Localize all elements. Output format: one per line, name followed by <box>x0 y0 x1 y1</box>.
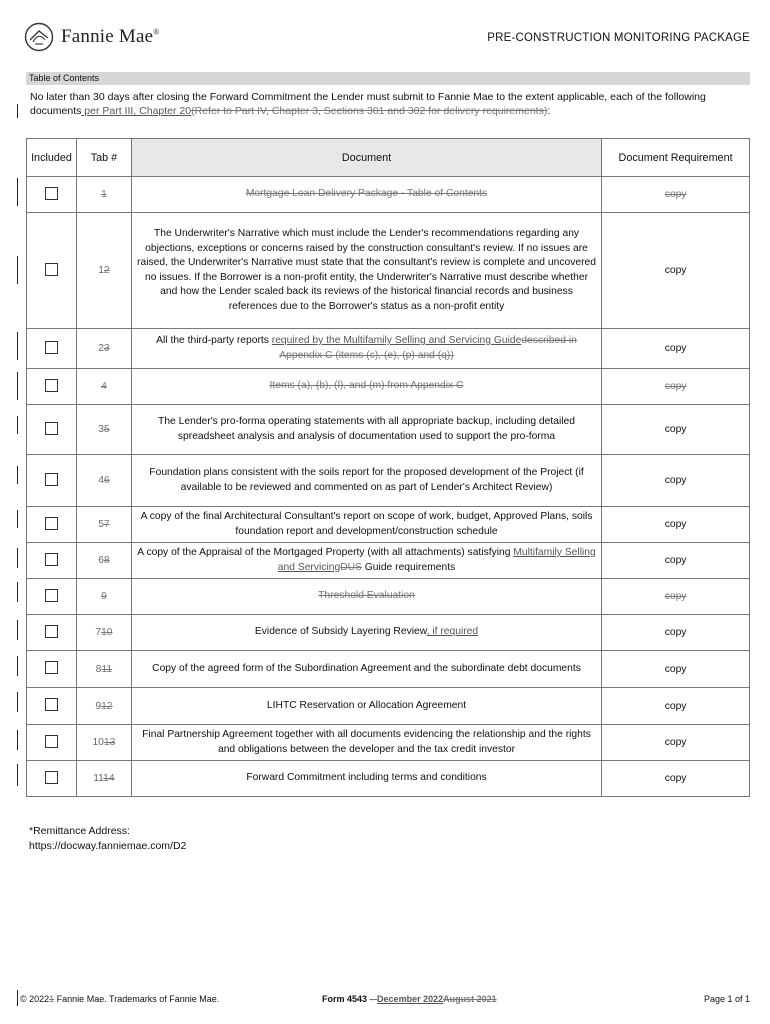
included-checkbox[interactable] <box>45 473 58 486</box>
requirement-cell: copy <box>602 615 750 651</box>
document-cell: Forward Commitment including terms and conditions <box>131 761 601 797</box>
change-bar <box>17 466 18 484</box>
included-checkbox[interactable] <box>45 517 58 530</box>
included-cell <box>27 688 77 725</box>
included-checkbox[interactable] <box>45 661 58 674</box>
included-checkbox[interactable] <box>45 422 58 435</box>
requirement-cell: copy <box>602 725 750 761</box>
inserted-text: per Part III, Chapter 20 <box>81 105 192 117</box>
document-cell: LIHTC Reservation or Allocation Agreement <box>131 688 601 725</box>
included-cell <box>27 543 77 579</box>
table-row <box>27 455 750 507</box>
document-cell: A copy of the Appraisal of the Mortgaged Property (with all attachments) satisfying Multifamily Selling and ServicingDUS Guide requirements <box>131 543 601 579</box>
change-bar <box>17 256 18 284</box>
included-checkbox[interactable] <box>45 187 58 200</box>
page-header <box>24 22 750 54</box>
change-bar <box>17 730 18 750</box>
table-row <box>27 177 750 213</box>
table-row <box>27 688 750 725</box>
change-bar <box>17 104 18 118</box>
included-cell <box>27 615 77 651</box>
document-cell: Threshold Evaluation <box>131 579 601 615</box>
document-cell: Items (a), (b), (l), and (m) from Appendix C <box>131 369 601 405</box>
document-cell: Mortgage Loan Delivery Package - Table of Contents <box>131 177 601 213</box>
documents-table <box>26 138 750 797</box>
document-cell: The Lender's pro-forma operating statements with all appropriate backup, including detailed spreadsheet analysis and analysis of documentation used to support the pro-forma <box>131 405 601 455</box>
change-bar <box>17 990 18 1006</box>
tab-cell: 811 <box>76 651 131 688</box>
table-row <box>27 761 750 797</box>
header-requirement: Document Requirement <box>602 139 750 177</box>
requirement-cell: copy <box>602 455 750 507</box>
form-number: Form 4543 – December 2022August 2021 <box>322 994 497 1004</box>
requirement-cell: copy <box>602 543 750 579</box>
fannie-mae-logo <box>24 22 160 52</box>
change-bar <box>17 620 18 640</box>
deleted-text: (Refer to Part IV, Chapter 3, Sections 301 and 302 for delivery requirements) <box>191 105 548 117</box>
header-document: Document <box>131 139 601 177</box>
header-included: Included <box>27 139 77 177</box>
tab-cell: 1013 <box>76 725 131 761</box>
requirement-cell: copy <box>602 688 750 725</box>
change-bar <box>17 582 18 602</box>
included-cell <box>27 213 77 329</box>
change-bar <box>17 178 18 206</box>
included-cell <box>27 405 77 455</box>
included-checkbox[interactable] <box>45 379 58 392</box>
table-row <box>27 369 750 405</box>
table-row <box>27 725 750 761</box>
package-title: PRE-CONSTRUCTION MONITORING PACKAGE <box>487 32 750 44</box>
requirement-cell: copy <box>602 329 750 369</box>
change-bar <box>17 372 18 400</box>
table-row <box>27 579 750 615</box>
document-cell: The Underwriter's Narrative which must include the Lender's recommendations regarding any objections, exceptions or concerns raised by the construction consultant's review. If no issues are raised, the Underwriter's Narrative must state that the consultant's review is complete and uncovered no issues. If the Borrower is a non-profit entity, the Underwriter's Narrative must describe whether and how the Lender scaled back its reviews of the historical financial records and business references due to the Borrower's status as a non-profit entity <box>131 213 601 329</box>
tab-cell: 912 <box>76 688 131 725</box>
requirement-cell: copy <box>602 507 750 543</box>
document-cell: A copy of the final Architectural Consultant's report on scope of work, budget, Approved Plans, soils foundation report and development/construction schedule <box>131 507 601 543</box>
copyright: © 20221 Fannie Mae. Trademarks of Fannie Mae. <box>20 994 220 1004</box>
included-checkbox[interactable] <box>45 771 58 784</box>
requirement-cell: copy <box>602 761 750 797</box>
included-cell <box>27 579 77 615</box>
intro-paragraph: No later than 30 days after closing the Forward Commitment the Lender must submit to Fannie Mae to the extent applicable, each of the following documents per Part III, Chapter 20(Refer to Part IV, Chapter 3, Sections 301 and 302 for delivery requirements): <box>30 91 706 117</box>
change-bar <box>17 416 18 434</box>
included-checkbox[interactable] <box>45 589 58 602</box>
header-tab: Tab # <box>76 139 131 177</box>
toc-heading: Table of Contents <box>26 72 750 85</box>
included-cell <box>27 329 77 369</box>
requirement-cell: copy <box>602 651 750 688</box>
table-row <box>27 507 750 543</box>
table-row <box>27 329 750 369</box>
document-cell: Evidence of Subsidy Layering Review, if required <box>131 615 601 651</box>
tab-cell: 23 <box>76 329 131 369</box>
change-bar <box>17 656 18 676</box>
tab-cell: 46 <box>76 455 131 507</box>
included-cell <box>27 651 77 688</box>
table-row <box>27 405 750 455</box>
document-cell: Foundation plans consistent with the soils report for the proposed development of the Project (if available to be reviewed and commented on as part of Lender's Architect Review) <box>131 455 601 507</box>
change-bar <box>17 692 18 712</box>
page-number: Page 1 of 1 <box>703 994 750 1004</box>
tab-cell: 57 <box>76 507 131 543</box>
included-checkbox[interactable] <box>45 341 58 354</box>
tab-cell: 35 <box>76 405 131 455</box>
included-checkbox[interactable] <box>45 698 58 711</box>
included-checkbox[interactable] <box>45 263 58 276</box>
remittance-address <box>29 824 186 854</box>
included-cell <box>27 725 77 761</box>
requirement-cell: copy <box>602 369 750 405</box>
tab-cell: 1114 <box>76 761 131 797</box>
document-cell: Final Partnership Agreement together with all documents evidencing the relationship and the rights and obligations between the developer and the tax credit investor <box>131 725 601 761</box>
document-cell: All the third-party reports required by the Multifamily Selling and Servicing Guidedescribed in Appendix C (items (c), (e), (p) and (q)) <box>131 329 601 369</box>
included-checkbox[interactable] <box>45 625 58 638</box>
tab-cell: 68 <box>76 543 131 579</box>
requirement-cell: copy <box>602 177 750 213</box>
remittance-url[interactable]: https://docway.fanniemae.com/D2 <box>29 840 187 852</box>
requirement-cell: copy <box>602 213 750 329</box>
tab-cell: 12 <box>76 213 131 329</box>
requirement-cell: copy <box>602 579 750 615</box>
tab-cell: 1 <box>76 177 131 213</box>
tab-cell: 4 <box>76 369 131 405</box>
logo-wordmark: Fannie Mae® <box>61 26 160 47</box>
requirement-cell: copy <box>602 405 750 455</box>
included-cell <box>27 455 77 507</box>
included-checkbox[interactable] <box>45 735 58 748</box>
house-logo-icon <box>24 22 54 52</box>
included-cell <box>27 761 77 797</box>
change-bar <box>17 548 18 568</box>
change-bar <box>17 764 18 786</box>
table-row <box>27 615 750 651</box>
change-bar <box>17 510 18 528</box>
tab-cell: 710 <box>76 615 131 651</box>
change-bar <box>17 332 18 360</box>
included-cell <box>27 369 77 405</box>
table-row <box>27 651 750 688</box>
table-row <box>27 213 750 329</box>
included-cell <box>27 507 77 543</box>
remittance-label: *Remittance Address: <box>29 825 130 837</box>
included-checkbox[interactable] <box>45 553 58 566</box>
document-cell: Copy of the agreed form of the Subordination Agreement and the subordinate debt documents <box>131 651 601 688</box>
table-header-row <box>27 139 750 177</box>
included-cell <box>27 177 77 213</box>
table-row <box>27 543 750 579</box>
tab-cell: 9 <box>76 579 131 615</box>
